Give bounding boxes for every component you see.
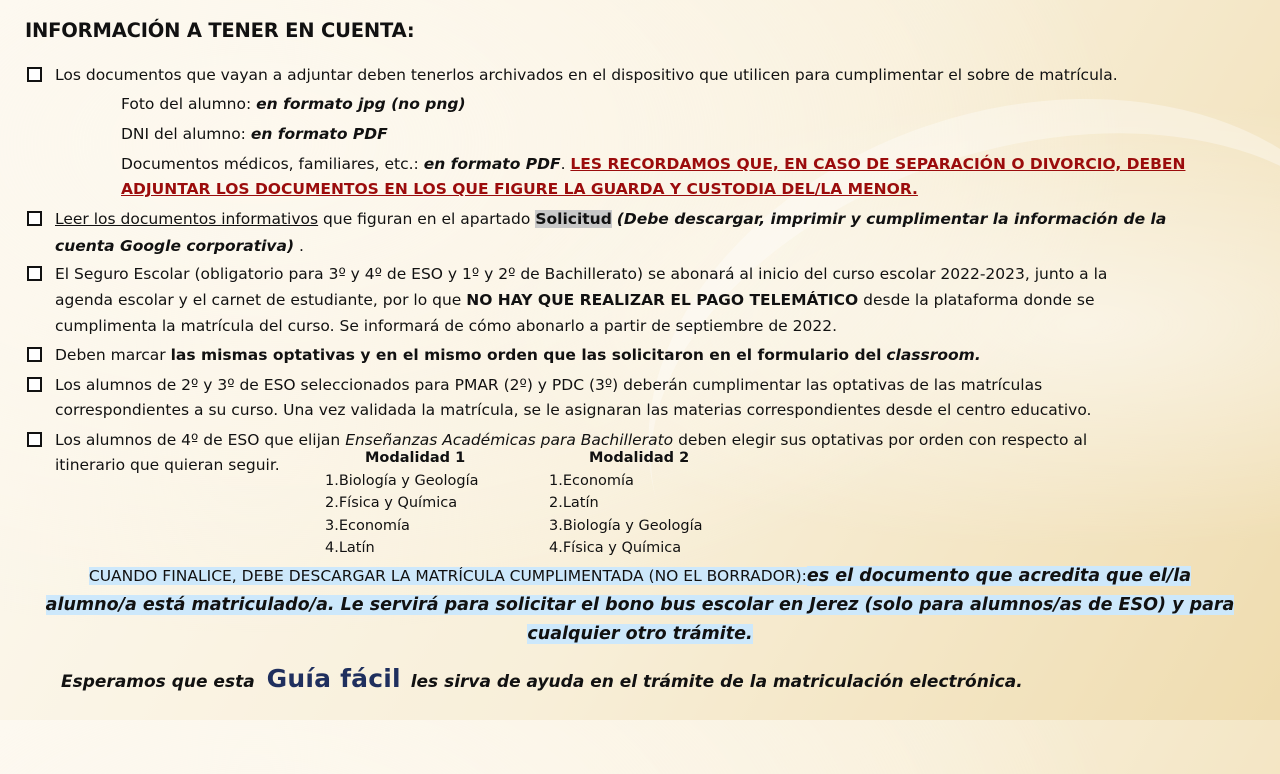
modalidad-1-item: 3.Economía (325, 517, 410, 534)
google-account-note: (Debe descargar, imprimir y cumplimentar la información de la (616, 210, 1167, 228)
modalidad-2-item: 4.Física y Química (549, 540, 682, 556)
bullet-read-documents-text: que figuran en el apartado (323, 210, 531, 228)
dni-format: en formato PDF (250, 125, 388, 143)
footer-text-end: les sirva de ayuda en el trámite de la matriculación electrónica. (410, 672, 1023, 692)
period: . (299, 237, 304, 255)
modalidad-2-item: 3.Biología y Geología (549, 517, 703, 534)
download-note-caps: CUANDO FINALICE, DEBE DESCARGAR LA MATRÍCULA CUMPLIMENTADA (NO EL BORRADOR): (88, 567, 807, 585)
bullet-4eso-line2: itinerario que quieran seguir. (55, 456, 280, 474)
checkbox-icon (27, 266, 42, 281)
checkbox-icon (27, 211, 42, 226)
modalidad-1-item: 2.Física y Química (325, 495, 458, 511)
download-note-italic: es el documento que acredita que el/la (806, 566, 1192, 586)
ensenanzas-italic: Enseñanzas Académicas para Bachillerato (345, 431, 674, 449)
custody-warning-line1: LES RECORDAMOS QUE, EN CASO DE SEPARACIÓN O DIVORCIO, DEBEN (570, 155, 1186, 173)
footer-text: Esperamos que esta (61, 672, 255, 692)
page-title: INFORMACIÓN A TENER EN CUENTA: (25, 19, 415, 42)
medical-requirement: Documentos médicos, familiares, etc.: en formato PDF. LES RECORDAMOS QUE, EN CASO DE SEPARACIÓN O DIVORCIO, DEBEN (121, 155, 1186, 173)
no-payment-notice: NO HAY QUE REALIZAR EL PAGO TELEMÁTICO (466, 291, 859, 309)
4eso-text: Los alumnos de 4º de ESO que elijan (55, 431, 341, 449)
medical-format: en formato PDF (423, 155, 561, 173)
foto-format: en formato jpg (no png) (256, 95, 466, 113)
optativas-bold: las mismas optativas y en el mismo orden que las solicitaron en el formulario del (170, 346, 882, 364)
bullet-documents: Los documentos que vayan a adjuntar deben tenerlos archivados en el dispositivo que utilicen para cumplimentar el sobre de matrícula. (55, 66, 1118, 84)
download-note-line2 (0, 590, 1280, 620)
optativas-text: Deben marcar (55, 346, 166, 364)
custody-warning-line2: ADJUNTAR LOS DOCUMENTOS EN LOS QUE FIGURE LA GUARDA Y CUSTODIA DEL/LA MENOR. (121, 180, 918, 198)
seguro-text: agenda escolar y el carnet de estudiante, por lo que (55, 291, 462, 309)
footer (61, 664, 1023, 693)
foto-requirement (121, 91, 1280, 117)
custody-warning (121, 176, 1280, 202)
dni-label: DNI del alumno: (121, 125, 246, 143)
modalidad-2-heading: Modalidad 2 (589, 450, 690, 466)
bullet-read-documents (55, 206, 1235, 232)
checkbox-icon (27, 432, 42, 447)
bullet-seguro-line1: El Seguro Escolar (obligatorio para 3º y 4º de ESO y 1º y 2º de Bachillerato) se abonará al inicio del curso escolar 2022-2023, junto a la (55, 265, 1108, 283)
modalidad-1-item: 1.Biología y Geología (325, 472, 479, 489)
4eso-text-end: deben elegir sus optativas por orden con respecto al (678, 431, 1088, 449)
dni-requirement (121, 121, 1280, 147)
informative-documents-link[interactable]: Leer los documentos informativos (55, 210, 319, 228)
download-note-text: alumno/a está matriculado/a. Le servirá para solicitar el bono bus escolar en Jerez (solo para alumnos/as de ESO) y para (45, 595, 1235, 615)
modalidad-1-heading: Modalidad 1 (365, 450, 466, 466)
classroom-italic: classroom. (886, 346, 981, 364)
modalidad-2 (549, 447, 703, 560)
download-note-line3 (0, 619, 1280, 649)
modalidad-2-item: 1.Economía (549, 472, 634, 489)
medical-label: Documentos médicos, familiares, etc.: (121, 155, 419, 173)
download-note-text-end: cualquier otro trámite. (527, 624, 753, 644)
foto-label: Foto del alumno: (121, 95, 252, 113)
solicitud-highlight: Solicitud (535, 210, 612, 228)
seguro-text-end: desde la plataforma donde se (863, 291, 1095, 309)
download-note-line1 (0, 561, 1280, 591)
bullet-optativas (55, 342, 1235, 368)
bullet-seguro-line3: cumplimenta la matrícula del curso. Se informará de cómo abonarlo a partir de septiembre de 2022. (55, 317, 838, 335)
guia-facil-title: Guía fácil (266, 664, 401, 693)
modalidad-2-item: 2.Latín (549, 495, 599, 511)
checkbox-icon (27, 347, 42, 362)
bullet-pmar-line1: Los alumnos de 2º y 3º de ESO seleccionados para PMAR (2º) y PDC (3º) deberán cumplimentar las optativas de las matrículas (55, 376, 1043, 394)
modalidad-1 (325, 447, 479, 560)
bullet-seguro-line2 (55, 287, 1235, 313)
modalidad-1-item: 4.Latín (325, 540, 375, 556)
bullet-read-documents-cont (55, 233, 1235, 259)
google-account-note-end: cuenta Google corporativa) (55, 237, 295, 255)
checkbox-icon (27, 67, 42, 82)
checkbox-icon (27, 377, 42, 392)
bullet-pmar-line2: correspondientes a su curso. Una vez validada la matrícula, se le asignaran las materias correspondientes desde el centro educativo. (55, 401, 1092, 419)
